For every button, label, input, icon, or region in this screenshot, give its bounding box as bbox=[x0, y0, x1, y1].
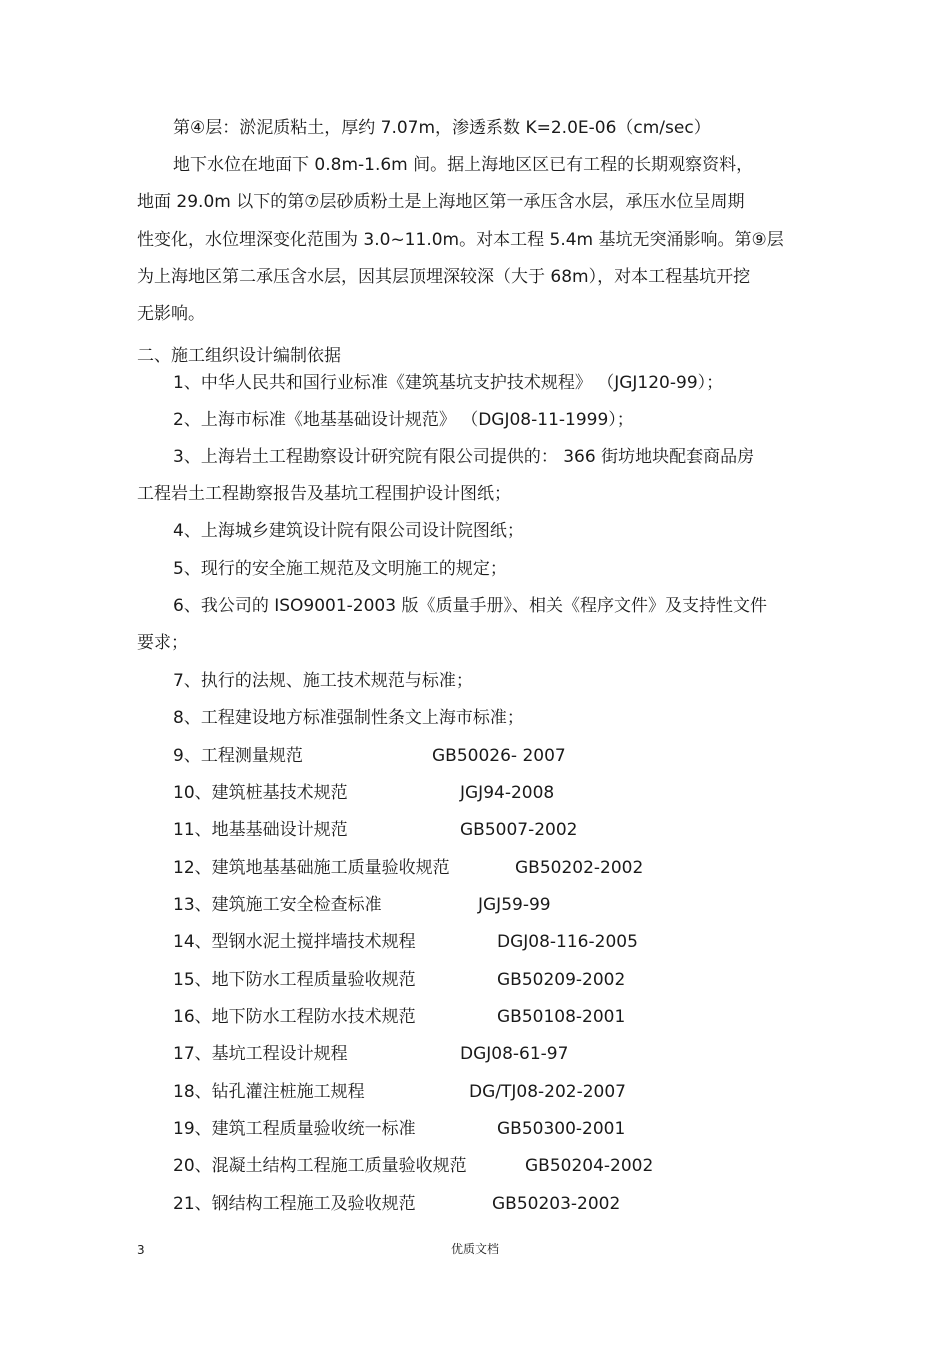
groundwater-line-1: 地下水位在地面下 0.8m-1.6m 间。据上海地区区已有工程的长期观察资料， bbox=[173, 155, 754, 175]
reference-row bbox=[173, 1193, 621, 1215]
basis-item-4: 4、上海城乡建筑设计院有限公司设计院图纸； bbox=[173, 521, 524, 541]
reference-code: DGJ08-116-2005 bbox=[497, 932, 638, 952]
layer4-paragraph: 第④层：淤泥质粘土，厚约 7.07m，渗透系数 K=2.0E-06（cm/sec） bbox=[173, 118, 711, 138]
reference-code: GB50108-2001 bbox=[497, 1007, 626, 1027]
basis-item-6-cont: 要求； bbox=[137, 633, 188, 653]
reference-code: GB50209-2002 bbox=[497, 970, 626, 990]
reference-code: DGJ08-61-97 bbox=[460, 1044, 569, 1064]
reference-name: 15、地下防水工程质量验收规范 bbox=[173, 970, 416, 990]
footer-label: 优质文档 bbox=[450, 1242, 499, 1256]
reference-code: GB5007-2002 bbox=[460, 820, 578, 840]
reference-name: 21、钢结构工程施工及验收规范 bbox=[173, 1194, 416, 1214]
reference-code: JGJ59-99 bbox=[478, 895, 551, 915]
basis-item-2: 2、上海市标准《地基基础设计规范》 （DGJ08-11-1999）； bbox=[173, 410, 634, 430]
reference-row bbox=[173, 1118, 626, 1140]
reference-code: GB50203-2002 bbox=[492, 1194, 621, 1214]
reference-name: 20、混凝土结构工程施工质量验收规范 bbox=[173, 1156, 467, 1176]
reference-code: JGJ94-2008 bbox=[460, 783, 555, 803]
section-heading: 二、施工组织设计编制依据 bbox=[137, 346, 341, 366]
basis-item-5: 5、现行的安全施工规范及文明施工的规定； bbox=[173, 559, 507, 579]
reference-row bbox=[173, 782, 555, 804]
reference-name: 14、型钢水泥土搅拌墙技术规程 bbox=[173, 932, 416, 952]
reference-name: 11、地基基础设计规范 bbox=[173, 820, 348, 840]
basis-item-8: 8、工程建设地方标准强制性条文上海市标准； bbox=[173, 708, 524, 728]
reference-code: GB50026- 2007 bbox=[432, 746, 566, 766]
reference-name: 10、建筑桩基技术规范 bbox=[173, 783, 348, 803]
basis-item-3-cont: 工程岩土工程勘察报告及基坑工程围护设计图纸； bbox=[137, 484, 511, 504]
groundwater-line-5: 无影响。 bbox=[137, 304, 205, 324]
reference-row bbox=[173, 1043, 569, 1065]
reference-code: DG/TJ08-202-2007 bbox=[469, 1082, 627, 1102]
reference-name: 19、建筑工程质量验收统一标准 bbox=[173, 1119, 416, 1139]
basis-item-6: 6、我公司的 ISO9001-2003 版《质量手册》、相关《程序文件》及支持性文件 bbox=[173, 596, 767, 616]
reference-name: 9、工程测量规范 bbox=[173, 746, 303, 766]
basis-item-3: 3、上海岩土工程勘察设计研究院有限公司提供的： 366 街坊地块配套商品房 bbox=[173, 447, 755, 467]
reference-row bbox=[173, 857, 644, 879]
basis-item-7: 7、执行的法规、施工技术规范与标准； bbox=[173, 671, 473, 691]
reference-row bbox=[173, 931, 638, 953]
page-number: 3 bbox=[137, 1243, 145, 1257]
reference-code: GB50300-2001 bbox=[497, 1119, 626, 1139]
reference-name: 12、建筑地基基础施工质量验收规范 bbox=[173, 858, 450, 878]
groundwater-line-4: 为上海地区第二承压含水层，因其层顶埋深较深（大于 68m），对本工程基坑开挖 bbox=[137, 267, 751, 287]
groundwater-line-2: 地面 29.0m 以下的第⑦层砂质粉土是上海地区第一承压含水层，承压水位呈周期 bbox=[137, 192, 745, 212]
reference-name: 16、地下防水工程防水技术规范 bbox=[173, 1007, 416, 1027]
reference-name: 17、基坑工程设计规程 bbox=[173, 1044, 348, 1064]
reference-row bbox=[173, 969, 626, 991]
reference-name: 18、钻孔灌注桩施工规程 bbox=[173, 1082, 365, 1102]
reference-name: 13、建筑施工安全检查标准 bbox=[173, 895, 382, 915]
reference-row bbox=[173, 1006, 626, 1028]
reference-row bbox=[173, 894, 551, 916]
reference-code: GB50204-2002 bbox=[525, 1156, 654, 1176]
reference-row bbox=[173, 819, 578, 841]
basis-item-1: 1、中华人民共和国行业标准《建筑基坑支护技术规程》 （JGJ120-99）； bbox=[173, 373, 724, 393]
reference-row bbox=[173, 1081, 627, 1103]
groundwater-line-3: 性变化，水位埋深变化范围为 3.0~11.0m。对本工程 5.4m 基坑无突涌影响。第⑨层 bbox=[137, 230, 784, 250]
reference-row bbox=[173, 1155, 654, 1177]
reference-code: GB50202-2002 bbox=[515, 858, 644, 878]
reference-row bbox=[173, 745, 566, 767]
